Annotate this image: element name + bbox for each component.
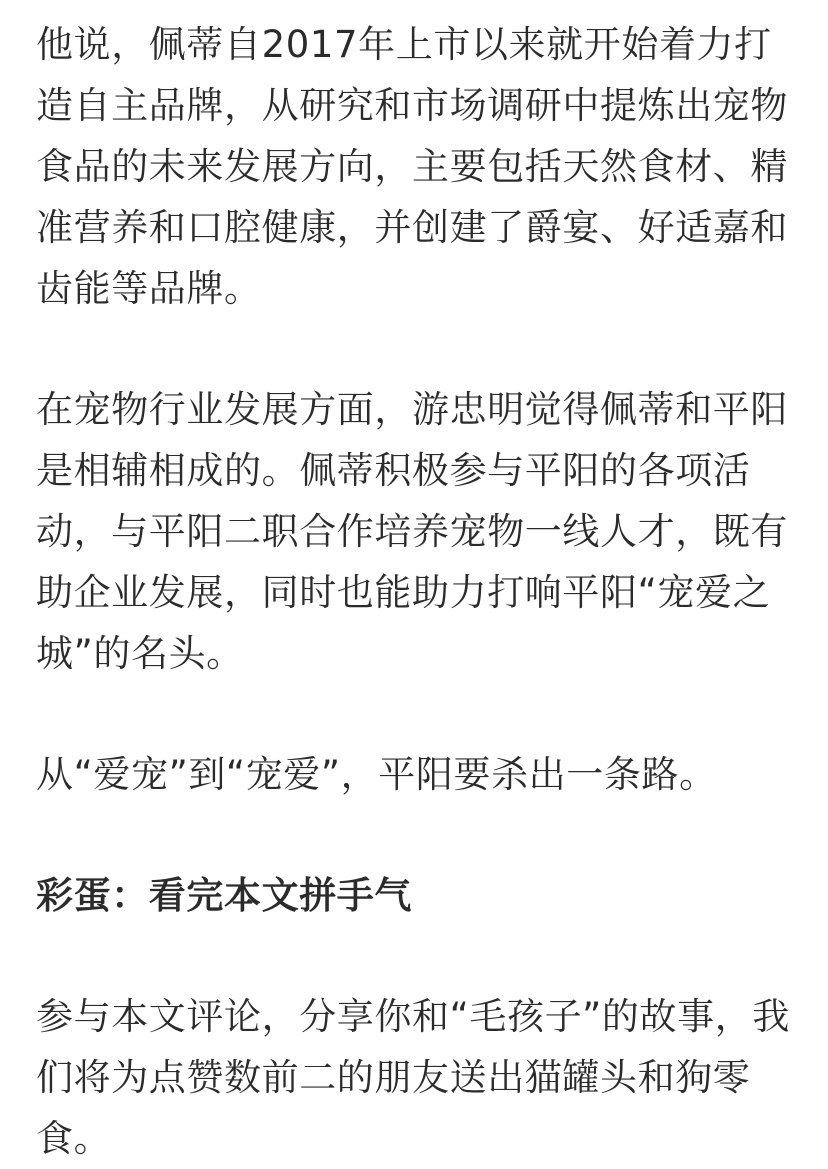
section-heading-easter-egg: 彩蛋：看完本文拼手气 [36, 874, 412, 917]
paragraph-pingyang-path: 从“爱宠”到“宠爱”，平阳要杀出一条路。 [36, 753, 717, 796]
paragraph-petty-brand: 他说，佩蒂自2017年上市以来就开始着力打造自主品牌，从研究和市场调研中提炼出宠物食品的未来发展方向，主要包括天然食材、精准营养和口腔健康，并创建了爵宴、好适嘉和齿能等品牌。 [36, 23, 788, 310]
paragraph-industry-development: 在宠物行业发展方面，游忠明觉得佩蒂和平阳是相辅相成的。佩蒂积极参与平阳的各项活动，与平阳二职合作培养宠物一线人才，既有助企业发展，同时也能助力打响平阳“宠爱之城”的名头。 [36, 388, 788, 675]
paragraph-comment-giveaway: 参与本文评论，分享你和“毛孩子”的故事，我们将为点赞数前二的朋友送出猫罐头和狗零食。 [36, 995, 790, 1160]
